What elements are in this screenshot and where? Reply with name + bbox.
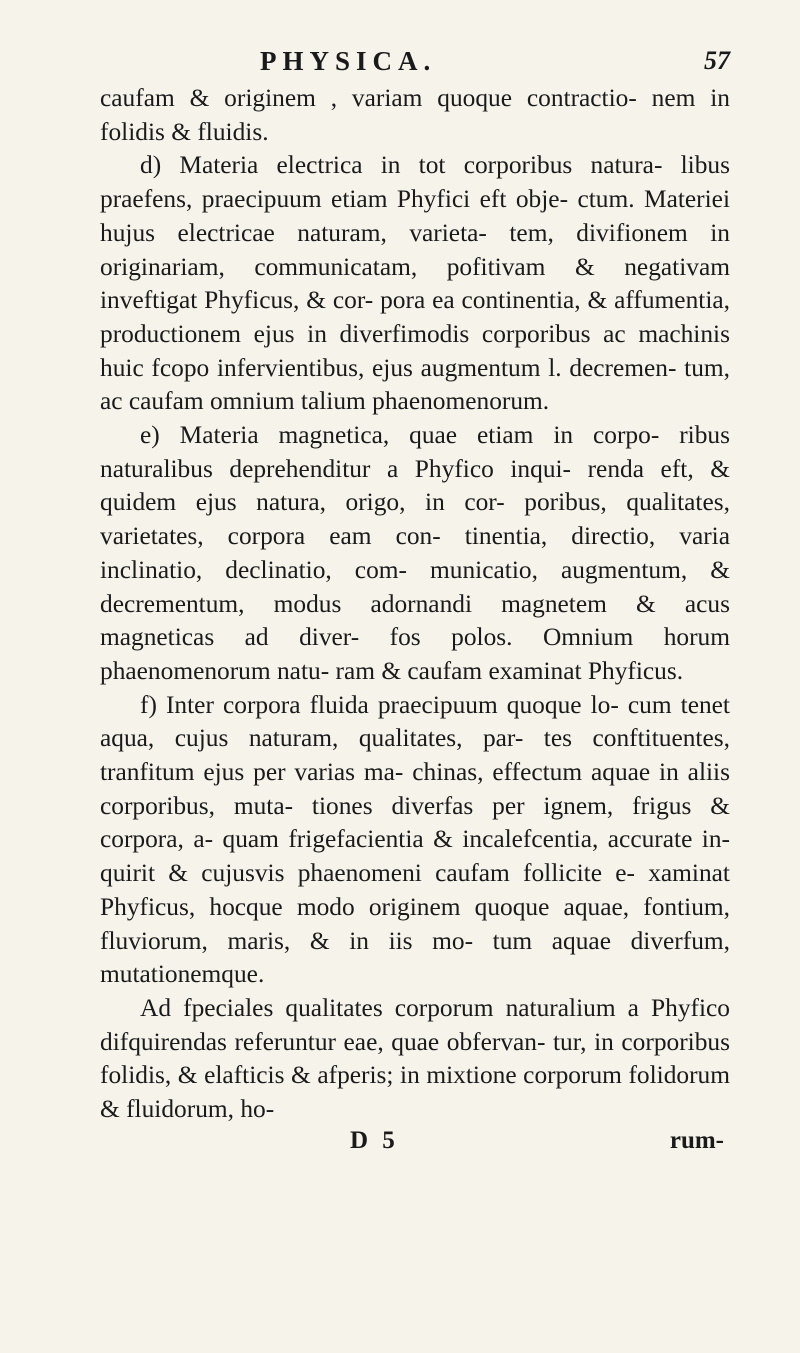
running-title: PHYSICA. — [260, 46, 437, 76]
paragraph-corpora-fluida: f) Inter corpora fluida praecipuum quoque lo- cum tenet aqua, cujus naturam, qualitates, par- tes conftituentes, tranfitum ejus per varias ma- chinas, effectum aquae in aliis corporibus, muta- tiones diverfas per ignem, frigus & corpora, a- quam frigefacientia & incalefcentia, accurate in- quirit & cujusvis phaenomeni caufam follicite e- xaminat Phyficus, hocque modo originem quoque aquae, fontium, fluviorum, maris, & in iis mo- tum aquae diverfum, mutationemque. — [100, 690, 730, 989]
catchword: rum- — [669, 1126, 724, 1154]
running-header — [100, 36, 730, 82]
page-footer — [100, 1127, 730, 1163]
paragraph-speciales-qualitates: Ad fpeciales qualitates corporum naturalium a Phyfico difquirendas referuntur eae, quae obfervan- tur, in corporibus folidis, & elafticis & afperis; in mixtione corporum folidorum & fluidorum, ho- — [100, 993, 730, 1124]
paragraph-materia-magnetica: e) Materia magnetica, quae etiam in corpo- ribus naturalibus deprehenditur a Phyfico inqui- renda eft, & quidem ejus natura, origo, in cor- poribus, qualitates, varietates, corpora eam con- tinentia, directio, varia inclinatio, declinatio, com- municatio, augmentum, & decrementum, modus adornandi magnetem & acus magneticas ad diver- fos polos. Omnium horum phaenomenorum natu- ram & caufam examinat Phyficus. — [100, 421, 730, 685]
page-number: 57 — [704, 46, 730, 75]
paragraph-materia-electrica: d) Materia electrica in tot corporibus natura- libus praefens, praecipuum etiam Phyfici eft obje- ctum. Materiei hujus electricae naturam, varieta- tem, divifionem in originariam, communicatam, pofitivam & negativam inveftigat Phyficus, & cor- pora ea continentia, & affumentia, productionem ejus in diverfimodis corporibus ac machinis huic fcopo infervientibus, ejus augmentum l. decremen- tum, ac caufam omnium talium phaenomenorum. — [100, 151, 730, 416]
body-text — [100, 82, 730, 1127]
signature-mark: D 5 — [350, 1126, 399, 1154]
paragraph-continuation: caufam & originem , variam quoque contractio- nem in folidis & fluidis. — [100, 84, 730, 146]
